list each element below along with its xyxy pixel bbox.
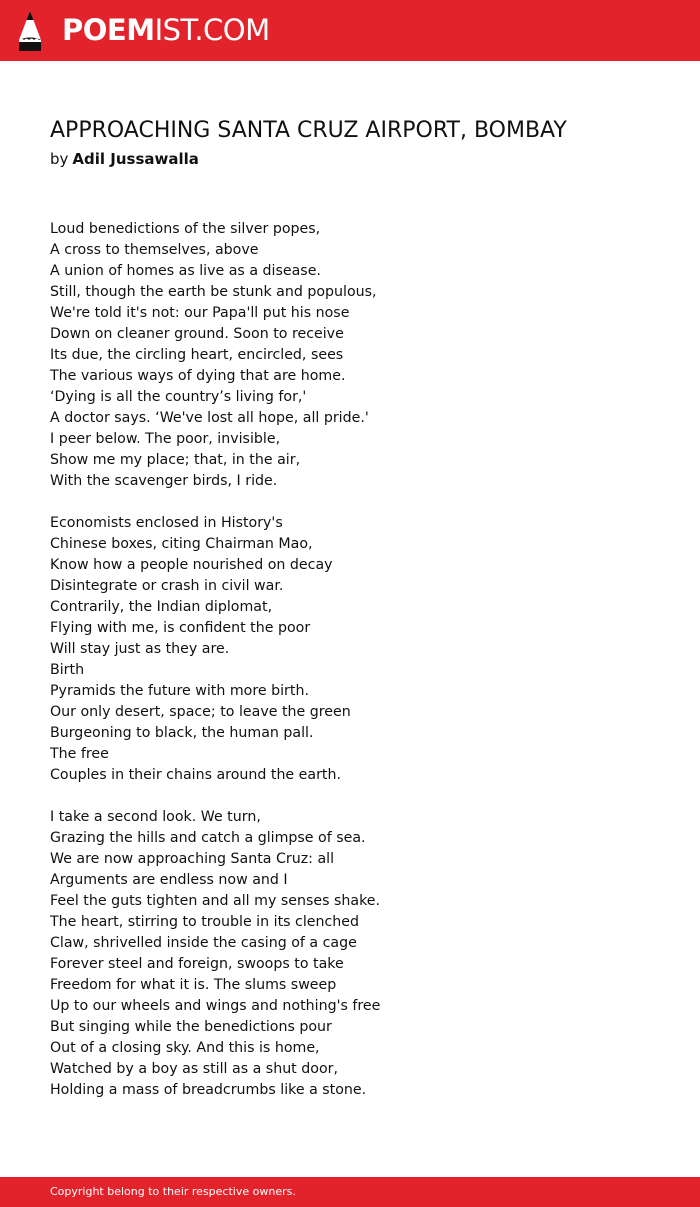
poem-title: APPROACHING SANTA CRUZ AIRPORT, BOMBAY [50,118,567,143]
poem-line: Forever steel and foreign, swoops to take [50,956,344,972]
poem-line: We are now approaching Santa Cruz: all [50,851,335,867]
poem-line: Chinese boxes, citing Chairman Mao, [50,536,313,552]
poem-line: Freedom for what it is. The slums sweep [50,977,337,993]
poem-line: Watched by a boy as still as a shut door, [50,1061,338,1077]
poem-line: Economists enclosed in History's [50,515,283,531]
poem-stanza [50,219,650,492]
poem-line: Flying with me, is confident the poor [50,620,311,636]
poem-line: The free [50,746,109,762]
poem-line: A union of homes as live as a disease. [50,263,321,279]
pencil-tip-icon[interactable] [18,10,42,52]
poem-body [50,219,650,1122]
poem-line: Pyramids the future with more birth. [50,683,309,699]
poem-line: A doctor says. ‘We've lost all hope, all pride.' [50,410,369,426]
poem-line: Show me my place; that, in the air, [50,452,301,468]
poem-line: Burgeoning to black, the human pall. [50,725,314,741]
site-header [0,0,700,61]
poem-line: Still, though the earth be stunk and populous, [50,284,377,300]
poem-line: I peer below. The poor, invisible, [50,431,281,447]
poem-line: Contrarily, the Indian diplomat, [50,599,273,615]
poem-line: Couples in their chains around the earth. [50,767,341,783]
poem-line: Its due, the circling heart, encircled, sees [50,347,344,363]
poem-line: The various ways of dying that are home. [50,368,346,384]
poem-line: Claw, shrivelled inside the casing of a cage [50,935,357,951]
poem-line: Feel the guts tighten and all my senses shake. [50,893,381,909]
poem-line: Down on cleaner ground. Soon to receive [50,326,344,342]
poem-line: A cross to themselves, above [50,242,259,258]
poem-line: I take a second look. We turn, [50,809,261,825]
poem-stanza [50,807,650,1101]
copyright-text: Copyright belong to their respective owners. [50,1185,296,1198]
poem-line: Our only desert, space; to leave the green [50,704,351,720]
poem-stanza [50,513,650,786]
poem-line: Loud benedictions of the silver popes, [50,221,321,237]
poem-line: Holding a mass of breadcrumbs like a stone. [50,1082,367,1098]
poem-line: Grazing the hills and catch a glimpse of sea. [50,830,366,846]
poem-line: The heart, stirring to trouble in its clenched [50,914,360,930]
byline [50,148,199,170]
site-logo[interactable] [62,12,270,48]
brand-light: IST.COM [154,13,270,47]
poem-line: Birth [50,662,85,678]
author-name: Adil Jussawalla [72,150,199,168]
poem-line: Arguments are endless now and I [50,872,288,888]
site-footer [0,1177,700,1207]
poem-line: With the scavenger birds, I ride. [50,473,278,489]
poem-line: Know how a people nourished on decay [50,557,333,573]
poem-line: Out of a closing sky. And this is home, [50,1040,320,1056]
brand-bold: POEM [62,13,155,47]
poem-line: Disintegrate or crash in civil war. [50,578,284,594]
poem-line: But singing while the benedictions pour [50,1019,332,1035]
poem-line: We're told it's not: our Papa'll put his nose [50,305,350,321]
poem-line: Will stay just as they are. [50,641,230,657]
poem-line: Up to our wheels and wings and nothing's free [50,998,381,1014]
poem-line: ‘Dying is all the country’s living for,' [50,389,307,405]
by-label: by [50,150,69,168]
